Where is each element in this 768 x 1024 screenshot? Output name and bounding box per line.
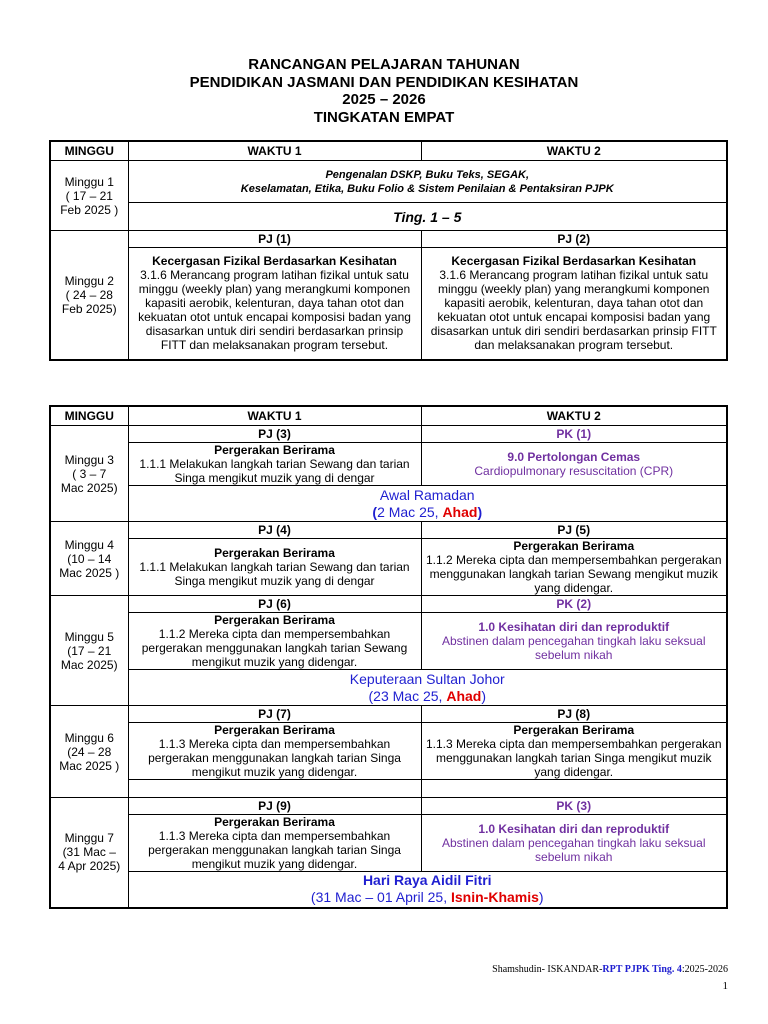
- week-4-content-row: [50, 539, 727, 596]
- lesson-title: Kecergasan Fizikal Berdasarkan Kesihatan: [451, 254, 697, 269]
- event-paren-close: ): [477, 503, 483, 520]
- week-4-hdr-row: [50, 522, 727, 539]
- week-3-w2-cell: [421, 443, 727, 486]
- week-2-w1-hdr: PJ (1): [128, 231, 421, 248]
- week-7-w1-cell: [128, 815, 421, 872]
- event-paren-open: (: [310, 889, 316, 906]
- header-minggu: MINGGU: [50, 141, 128, 161]
- week-7-w2-hdr: PK (3): [421, 798, 727, 815]
- header-waktu-1: WAKTU 1: [128, 141, 421, 161]
- footer-year: :2025-2026: [681, 964, 728, 975]
- week-2-content-row: [50, 248, 727, 360]
- week-6-w2-cell: [421, 723, 727, 780]
- lesson-body: 1.1.3 Mereka cipta dan mempersembahkan pergerakan menggunakan langkah tarian Singa mengikut muzik yang didengar.: [426, 737, 722, 779]
- week-4-w2-cell: [421, 539, 727, 596]
- header-waktu-1: WAKTU 1: [128, 406, 421, 426]
- event-date-line: [132, 889, 724, 906]
- event-date: 23 Mac 25,: [373, 687, 447, 704]
- week-3-w1-hdr: PJ (3): [128, 426, 421, 443]
- pk-title: 1.0 Kesihatan diri dan reproduktif: [478, 822, 670, 836]
- week-3-hdr-row: [50, 426, 727, 443]
- intro-line-1: Pengenalan DSKP, Buku Teks, SEGAK,: [325, 168, 530, 181]
- event-title: Awal Ramadan: [379, 486, 475, 503]
- table-header-row: [50, 406, 727, 426]
- lesson-title: Pergerakan Berirama: [214, 815, 335, 829]
- footer-author: Shamshudin- ISKANDAR-: [492, 964, 603, 975]
- week-4-w2-hdr: PJ (5): [421, 522, 727, 539]
- week-6-w2-hdr: PJ (8): [421, 706, 727, 723]
- week-7-label: Minggu 7 (31 Mac – 4 Apr 2025): [50, 798, 128, 908]
- event-day: Ahad: [446, 687, 482, 704]
- week-7-event: [128, 872, 727, 908]
- schedule-table-1: [49, 140, 728, 361]
- lesson-body: 1.1.2 Mereka cipta dan mempersembahkan pergerakan menggunakan langkah tarian Sewang mengikut muzik yang didengar.: [141, 627, 408, 669]
- lesson-body: 1.1.2 Mereka cipta dan mempersembahkan pergerakan menggunakan langkah tarian Sewang mengikut muzik yang didengar.: [426, 553, 722, 595]
- week-4-w1-cell: [128, 539, 421, 596]
- week-3-event-row: [50, 486, 727, 522]
- pk-title: 1.0 Kesihatan diri dan reproduktif: [478, 620, 670, 634]
- empty-cell: [421, 780, 727, 798]
- lesson-title: Pergerakan Berirama: [513, 539, 635, 553]
- week-5-content-row: [50, 613, 727, 670]
- week-6-w1-hdr: PJ (7): [128, 706, 421, 723]
- event-day: Ahad: [442, 503, 478, 520]
- week-2-w2-hdr: PJ (2): [421, 231, 727, 248]
- week-5-w1-hdr: PJ (6): [128, 596, 421, 613]
- event-paren-open: (: [368, 687, 374, 704]
- week-5-w2-hdr: PK (2): [421, 596, 727, 613]
- event-title: Keputeraan Sultan Johor: [349, 670, 505, 687]
- lesson-title: Pergerakan Berirama: [214, 546, 335, 560]
- week-1-label: Minggu 1 ( 17 – 21 Feb 2025 ): [50, 161, 128, 231]
- event-date-line: [132, 688, 724, 705]
- lesson-body: 1.1.3 Mereka cipta dan mempersembahkan pergerakan menggunakan langkah tarian Singa mengikut muzik yang didengar.: [148, 737, 401, 779]
- week-1-row: [50, 161, 727, 203]
- footer-doc: RPT PJPK Ting. 4: [602, 964, 682, 975]
- lesson-body: 3.1.6 Merancang program latihan fizikal untuk satu minggu (weekly plan) yang merangkumi komponen kapasiti aerobik, kelenturan, daya tahan otot dan kekuatan otot untuk encapai komposisi badan yang disasarkan untuk diri sendiri berdasarkan prinsip FITT dan melaksanakan program tersebut.: [138, 268, 411, 353]
- week-5-event: [128, 670, 727, 706]
- title-line-2: PENDIDIKAN JASMANI DAN PENDIDIKAN KESIHATAN: [189, 73, 579, 91]
- week-3-content-row: [50, 443, 727, 486]
- event-day: Isnin-Khamis: [451, 889, 539, 906]
- title-line-3: 2025 – 2026: [342, 91, 426, 108]
- lesson-title: Pergerakan Berirama: [214, 443, 335, 457]
- week-6-label: Minggu 6 (24 – 28 Mac 2025 ): [50, 706, 128, 798]
- intro-line-2: Keselamatan, Etika, Buku Folio & Sistem Penilaian & Pentaksiran PJPK: [240, 182, 614, 195]
- lesson-title: Pergerakan Berirama: [513, 723, 635, 737]
- event-date: 2 Mac 25,: [377, 503, 443, 520]
- week-3-label: Minggu 3 ( 3 – 7 Mac 2025): [50, 426, 128, 522]
- empty-cell: [128, 780, 421, 798]
- lesson-body: 3.1.6 Merancang program latihan fizikal untuk satu minggu (weekly plan) yang merangkumi komponen kapasiti aerobik, kelenturan, daya tahan otot dan kekuatan otot untuk encapai komposisi badan yang disasarkan untuk diri sendiri berdasarkan prinsip FITT dan melaksanakan program tersebut.: [430, 268, 717, 353]
- week-5-hdr-row: [50, 596, 727, 613]
- week-6-w1-cell: [128, 723, 421, 780]
- lesson-title: Pergerakan Berirama: [214, 723, 335, 737]
- document-title-block: [0, 56, 768, 126]
- header-minggu: MINGGU: [50, 406, 128, 426]
- week-5-label: Minggu 5 (17 – 21 Mac 2025): [50, 596, 128, 706]
- pk-body: Abstinen dalam pencegahan tingkah laku seksual sebelum nikah: [441, 634, 706, 662]
- event-paren-open: (: [372, 503, 378, 520]
- week-1-ting: Ting. 1 – 5: [128, 203, 727, 231]
- pk-body: Cardiopulmonary resuscitation (CPR): [474, 464, 674, 478]
- pk-title: 9.0 Pertolongan Cemas: [507, 450, 641, 464]
- week-3-event: [128, 486, 727, 522]
- event-paren-close: ): [481, 687, 486, 704]
- pk-body: Abstinen dalam pencegahan tingkah laku seksual sebelum nikah: [441, 836, 706, 864]
- week-3-w1-cell: [128, 443, 421, 486]
- week-7-event-row: [50, 872, 727, 908]
- week-1-intro: [128, 161, 727, 203]
- week-2-w2-cell: [421, 248, 727, 360]
- week-4-label: Minggu 4 (10 – 14 Mac 2025 ): [50, 522, 128, 596]
- event-paren-close: ): [538, 889, 544, 906]
- event-date: 31 Mac – 01 April 25,: [315, 889, 451, 906]
- title-line-1: RANCANGAN PELAJARAN TAHUNAN: [248, 56, 520, 73]
- week-5-w2-cell: [421, 613, 727, 670]
- header-waktu-2: WAKTU 2: [421, 406, 727, 426]
- week-6-content-row: [50, 723, 727, 780]
- lesson-body: 1.1.1 Melakukan langkah tarian Sewang dan tarian Singa mengikut muzik yang di dengar: [139, 560, 410, 588]
- week-6-empty-row: [50, 780, 727, 798]
- page-footer: [492, 964, 728, 975]
- week-3-w2-hdr: PK (1): [421, 426, 727, 443]
- week-1-ting-row: [50, 203, 727, 231]
- lesson-title: Kecergasan Fizikal Berdasarkan Kesihatan: [152, 254, 397, 269]
- event-date-line: [132, 504, 724, 521]
- table-header-row: [50, 141, 727, 161]
- page-number: 1: [722, 980, 728, 992]
- week-2-label: Minggu 2 ( 24 – 28 Feb 2025): [50, 231, 128, 360]
- week-7-w2-cell: [421, 815, 727, 872]
- week-2-hdr-row: [50, 231, 727, 248]
- title-line-4: TINGKATAN EMPAT: [313, 108, 455, 126]
- lesson-title: Pergerakan Berirama: [214, 613, 335, 627]
- week-2-w1-cell: [128, 248, 421, 360]
- week-7-content-row: [50, 815, 727, 872]
- event-title: Hari Raya Aidil Fitri: [362, 872, 492, 889]
- week-5-w1-cell: [128, 613, 421, 670]
- header-waktu-2: WAKTU 2: [421, 141, 727, 161]
- week-5-event-row: [50, 670, 727, 706]
- lesson-body: 1.1.1 Melakukan langkah tarian Sewang dan tarian Singa mengikut muzik yang di dengar: [139, 457, 410, 485]
- schedule-table-2: [49, 405, 728, 909]
- week-7-hdr-row: [50, 798, 727, 815]
- week-7-w1-hdr: PJ (9): [128, 798, 421, 815]
- week-4-w1-hdr: PJ (4): [128, 522, 421, 539]
- lesson-body: 1.1.3 Mereka cipta dan mempersembahkan pergerakan menggunakan langkah tarian Singa mengikut muzik yang didengar.: [148, 829, 401, 871]
- week-6-hdr-row: [50, 706, 727, 723]
